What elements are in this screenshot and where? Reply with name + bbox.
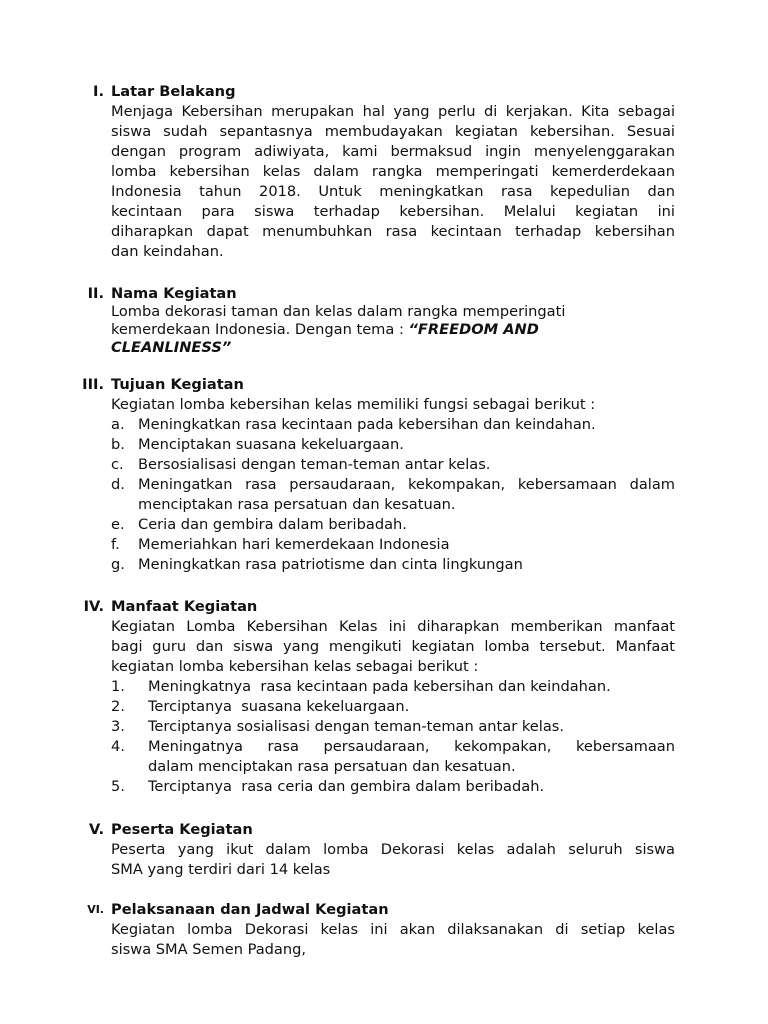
section-number: VI.	[87, 903, 104, 916]
paragraph-line	[111, 321, 675, 339]
paragraph-line: Kegiatan lomba Dekorasi kelas ini akan dilaksanakan di setiap kelas	[111, 921, 675, 938]
paragraph-line: kegiatan lomba kebersihan kelas sebagai berikut :	[111, 658, 479, 675]
theme-title-continued: CLEANLINESS”	[111, 339, 232, 356]
theme-title: “FREEDOM AND	[408, 321, 539, 338]
list-item: d. Meningatkan rasa persaudaraan, kekompakan, kebersamaan dalam menciptakan rasa persatuan dan kesatuan.	[111, 476, 675, 513]
section-title: Latar Belakang	[111, 83, 236, 100]
list-item: 1. Meningkatnya rasa kecintaan pada kebersihan dan keindahan.	[111, 678, 611, 695]
paragraph-line: SMA yang terdiri dari 14 kelas	[111, 861, 331, 878]
section-number: IV.	[83, 598, 104, 615]
paragraph-line: bagi guru dan siswa yang mengikuti kegiatan lomba tersebut. Manfaat	[111, 638, 675, 655]
section-body	[111, 102, 675, 262]
section-title: Peserta Kegiatan	[111, 821, 253, 838]
paragraph-line: kecintaan para siswa terhadap kebersihan. Melalui kegiatan ini	[111, 203, 675, 220]
section-title: Tujuan Kegiatan	[111, 376, 244, 393]
list-item: 4. Meningatnya rasa persaudaraan, kekompakan, kebersamaan dalam menciptakan rasa persatuan dan kesatuan.	[111, 738, 675, 775]
section-number: I.	[93, 83, 104, 100]
theme-prefix: kemerdekaan Indonesia. Dengan tema :	[111, 321, 409, 338]
paragraph-line	[111, 339, 675, 357]
paragraph-line: Indonesia tahun 2018. Untuk meningkatkan rasa kepedulian dan	[111, 183, 675, 200]
paragraph-line: diharapkan dapat menumbuhkan rasa kecintaan terhadap kebersihan	[111, 223, 675, 240]
benefits-list	[111, 677, 675, 797]
paragraph-line: dan keindahan.	[111, 243, 224, 260]
section-number: V.	[89, 821, 104, 838]
paragraph-line: Lomba dekorasi taman dan kelas dalam rangka memperingati	[111, 303, 566, 320]
paragraph-line: siswa sudah sepantasnya membudayakan kegiatan kebersihan. Sesuai	[111, 123, 675, 140]
section-title: Nama Kegiatan	[111, 285, 237, 302]
section-body	[111, 617, 675, 797]
list-item: a. Meningkatkan rasa kecintaan pada kebersihan dan keindahan.	[111, 416, 596, 433]
list-item: e. Ceria dan gembira dalam beribadah.	[111, 516, 407, 533]
section-number: II.	[87, 285, 104, 302]
section-number: III.	[82, 376, 104, 393]
paragraph-line: dengan program adiwiyata, kami bermaksud ingin menyelenggarakan	[111, 143, 675, 160]
list-item: b. Menciptakan suasana kekeluargaan.	[111, 436, 404, 453]
section-body	[111, 303, 675, 357]
list-item: g. Meningkatkan rasa patriotisme dan cinta lingkungan	[111, 556, 523, 573]
list-item: f. Memeriahkan hari kemerdekaan Indonesia	[111, 536, 450, 553]
list-item: 5. Terciptanya rasa ceria dan gembira dalam beribadah.	[111, 778, 545, 795]
section-title: Pelaksanaan dan Jadwal Kegiatan	[111, 901, 389, 918]
paragraph-line: Peserta yang ikut dalam lomba Dekorasi kelas adalah seluruh siswa	[111, 841, 675, 858]
paragraph-line: Menjaga Kebersihan merupakan hal yang perlu di kerjakan. Kita sebagai	[111, 103, 675, 120]
section-body	[111, 840, 675, 880]
section-body	[111, 395, 675, 575]
list-item: 3. Terciptanya sosialisasi dengan teman-teman antar kelas.	[111, 718, 565, 735]
list-item: 2. Terciptanya suasana kekeluargaan.	[111, 698, 410, 715]
section-body	[111, 920, 675, 960]
paragraph-line: Kegiatan Lomba Kebersihan Kelas ini diharapkan memberikan manfaat	[111, 618, 675, 635]
paragraph-line: siswa SMA Semen Padang,	[111, 941, 307, 958]
paragraph-line: lomba kebersihan kelas dalam rangka memperingati kemerderdekaan	[111, 163, 675, 180]
objectives-list	[111, 415, 675, 575]
section-intro: Kegiatan lomba kebersihan kelas memiliki fungsi sebagai berikut :	[111, 396, 596, 413]
section-title: Manfaat Kegiatan	[111, 598, 258, 615]
list-item: c. Bersosialisasi dengan teman-teman antar kelas.	[111, 456, 491, 473]
